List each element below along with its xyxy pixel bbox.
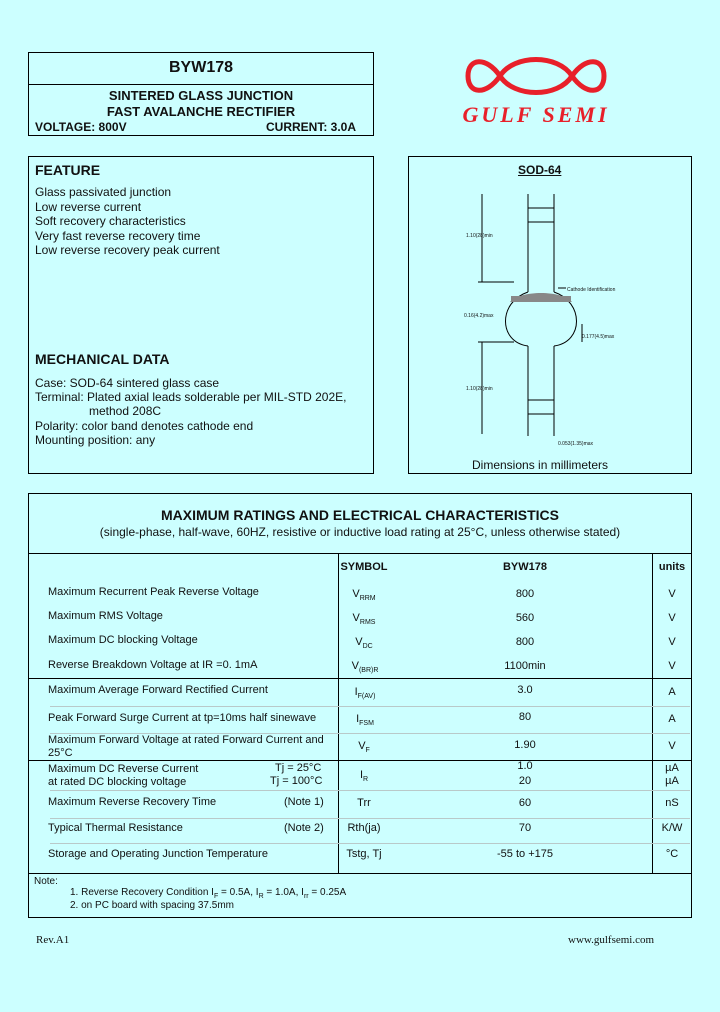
package-title: SOD-64 (518, 163, 562, 177)
row-unit: µA (665, 762, 679, 774)
dim-lead-dia: 0.053(1.35)max (558, 441, 594, 447)
row-unit: V (668, 612, 676, 624)
ratings-title: MAXIMUM RATINGS AND ELECTRICAL CHARACTERISTICS (161, 507, 559, 523)
row-symbol: $I_R$ (359, 769, 369, 783)
dim-cathode: Cathode Identification (567, 287, 616, 293)
row-label-line2: 25°C (48, 747, 73, 759)
mechanical-line: Terminal: Plated axial leads solderable per MIL-STD 202E, (35, 390, 347, 404)
mechanical-line: Mounting position: any (35, 433, 156, 447)
row-label: Maximum Reverse Recovery Time (48, 796, 217, 808)
row-label: Maximum Forward Voltage at rated Forward Current and (48, 734, 324, 746)
row-symbol: $V_{(BR)R}$ (351, 660, 379, 674)
row-unit-2: µA (665, 775, 679, 787)
title-line2: FAST AVALANCHE RECTIFIER (106, 104, 296, 119)
col-header-units: units (658, 561, 686, 573)
row-condition: Tj = 100°C (270, 775, 323, 787)
row-value: 60 (518, 797, 532, 809)
row-unit: A (668, 713, 676, 725)
row-unit: V (668, 660, 676, 672)
row-label: Maximum DC blocking Voltage (48, 634, 198, 646)
note-1: 1. Reverse Recovery Condition $I_F = 0.5A$, $I_R = 1.0A$, $I_{rr} = 0.25A$ (70, 887, 347, 900)
part-number: BYW178 (168, 59, 234, 76)
note-2: 2. on PC board with spacing 37.5mm (70, 900, 234, 911)
row-symbol: Rth(ja) (347, 822, 381, 834)
row-label-line2: at rated DC blocking voltage (48, 776, 187, 788)
feature-item: Very fast reverse recovery time (35, 229, 201, 243)
feature-item: Soft recovery characteristics (35, 214, 186, 228)
row-unit: V (668, 588, 676, 600)
row-symbol: $V_F$ (358, 740, 370, 754)
row-value: 1.90 (514, 739, 536, 751)
mechanical-line: Polarity: color band denotes cathode end (35, 419, 254, 433)
row-label: Maximum Recurrent Peak Reverse Voltage (48, 586, 259, 598)
row-value: 560 (515, 612, 535, 624)
row-value: 3.0 (517, 684, 533, 696)
row-value: 1.0 (517, 760, 533, 772)
dim-body-len: 0.177(4.5)max (582, 334, 615, 340)
row-unit: V (668, 740, 676, 752)
package-caption: Dimensions in millimeters (472, 458, 609, 472)
row-label: Maximum Average Forward Rectified Current (48, 684, 268, 696)
row-value: 800 (515, 636, 535, 648)
logo-emblem-icon (456, 52, 616, 100)
row-symbol: $V_{RRM}$ (352, 588, 376, 602)
row-label: Maximum RMS Voltage (48, 610, 163, 622)
row-value-2: 20 (518, 775, 532, 787)
mechanical-heading: MECHANICAL DATA (35, 351, 170, 367)
row-label: Peak Forward Surge Current at tp=10ms half sinewave (48, 712, 317, 724)
row-label: Maximum DC Reverse Current (48, 763, 199, 775)
row-unit: nS (665, 797, 679, 809)
gulf-semi-logo (456, 52, 616, 132)
row-symbol: $I_{F(AV)}$ (354, 686, 376, 700)
row-symbol: Trr (357, 797, 371, 809)
row-symbol: $V_{DC}$ (355, 636, 373, 650)
dim-body-dia: 0.16(4.2)max (464, 313, 494, 319)
row-label: Reverse Breakdown Voltage at IR =0. 1mA (48, 659, 258, 671)
ratings-subtitle: (single-phase, half-wave, 60HZ, resistive or inductive load rating at 25°C, unless otherwise stated) (99, 525, 621, 539)
row-value: 80 (518, 711, 532, 723)
feature-item: Low reverse current (35, 200, 142, 214)
revision: Rev.A1 (36, 934, 70, 946)
diode-outline-drawing (470, 184, 670, 444)
current-rating: CURRENT: 3.0A (266, 120, 357, 134)
row-note: (Note 2) (284, 822, 324, 834)
row-value: -55 to +175 (497, 848, 553, 860)
row-label: Storage and Operating Junction Temperature (48, 848, 268, 860)
col-header-part: BYW178 (502, 561, 548, 573)
row-unit: °C (665, 848, 679, 860)
mechanical-line: Case: SOD-64 sintered glass case (35, 376, 220, 390)
title-line1: SINTERED GLASS JUNCTION (108, 88, 294, 103)
row-value: 70 (518, 822, 532, 834)
dim-lead-top: 1.10(28)min (466, 233, 493, 239)
feature-heading: FEATURE (35, 162, 101, 178)
brand-name: GULF SEMI (462, 102, 610, 127)
notes-heading: Note: (34, 876, 58, 887)
feature-item: Glass passivated junction (35, 185, 172, 199)
row-symbol: $I_{FSM}$ (356, 713, 374, 727)
dim-lead-bottom: 1.10(28)min (466, 386, 493, 392)
row-value: 1100min (504, 660, 546, 672)
row-note: (Note 1) (284, 796, 324, 808)
feature-item: Low reverse recovery peak current (35, 243, 220, 257)
row-condition: Tj = 25°C (275, 762, 322, 774)
row-value: 800 (515, 588, 535, 600)
row-unit: K/W (661, 822, 683, 834)
row-unit: V (668, 636, 676, 648)
voltage-rating: VOLTAGE: 800V (35, 120, 127, 134)
col-header-symbol: SYMBOL (340, 561, 388, 573)
mechanical-line: method 208C (89, 404, 162, 418)
website-link[interactable]: www.gulfsemi.com (568, 934, 655, 946)
row-symbol: Tstg, Tj (346, 848, 382, 860)
row-unit: A (668, 686, 676, 698)
row-symbol: $V_{RMS}$ (352, 612, 376, 626)
row-label: Typical Thermal Resistance (48, 822, 183, 834)
